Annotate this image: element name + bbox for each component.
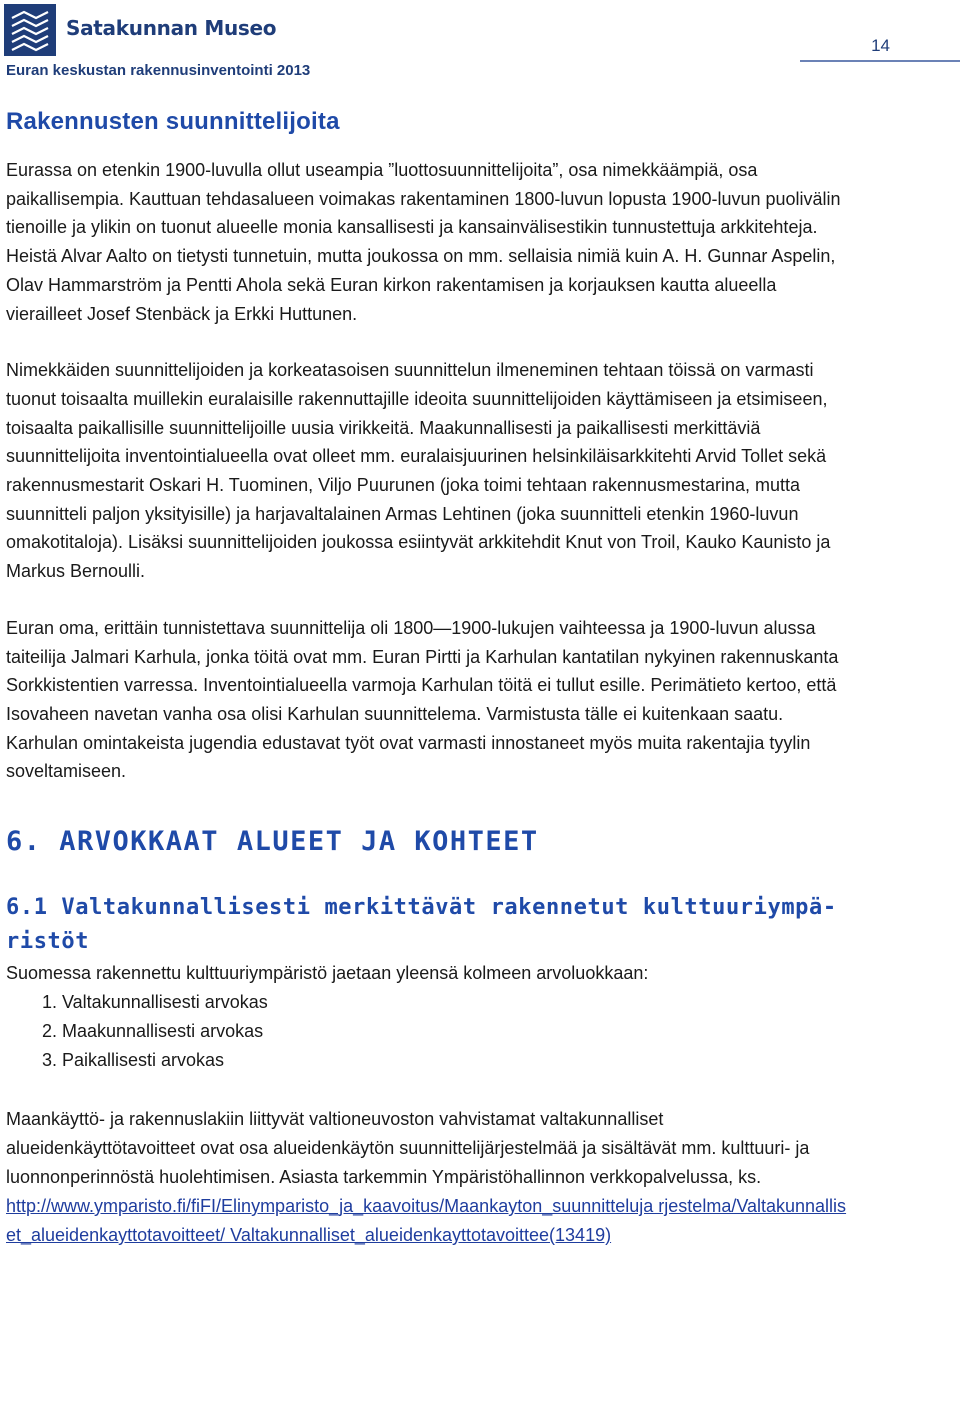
paragraph-2: Nimekkäiden suunnittelijoiden ja korkeatasoisen suunnittelun ilmeneminen tehtaan töissä on varmasti tuonut toisaalta muillekin euralaisille rakennuttajille ideoita suunnittelijoiden käyttämiseen ja etsimiseen, toisaalta paikallisille suunnittelijoille uusia virikkeitä. Maakunnallisesti ja paikallisesti merkittäviä suunnittelijoita inventointialueella ovat olleet mm. euralaisjuurinen helsinkiläisarkkitehti Arvid Tollet sekä rakennusmestarit Oskari H. Tuominen, Viljo Puurunen (joka toimi tehtaan rakennusmestarina, mutta suunnitteli paljon yksityisille) ja harjavaltalainen Armas Lehtinen (joka suunnitteli etenkin 1960-luvun omakotitaloja). Lisäksi suunnittelijoiden joukossa esiintyvät arkkitehdit Knut von Troil, Kauko Kaunisto ja Markus Bernoulli. (6, 360, 831, 582)
chapter-heading: 6. ARVOKKAAT ALUEET JA KOHTEET (6, 826, 539, 858)
list-item: 2. Maakunnallisesti arvokas (62, 1017, 856, 1046)
page-content (6, 108, 856, 1250)
page-number-box (800, 32, 960, 62)
value-class-list (6, 988, 856, 1075)
list-item: 1. Valtakunnallisesti arvokas (62, 988, 856, 1017)
list-item: 3. Paikallisesti arvokas (62, 1046, 856, 1075)
document-subtitle: Euran keskustan rakennusinventointi 2013 (6, 62, 311, 79)
classification-intro: Suomessa rakennettu kulttuuriympäristö jaetaan yleensä kolmeen arvoluokkaan: (6, 963, 649, 984)
ymparisto-link[interactable]: http://www.ymparisto.fi/fiFI/Elinymparisto_ja_kaavoitus/Maankayton_suunnitteluja rjestelma/Valtakunnalliset_alueidenkayttotavoitteet/ Valtakunnalliset_alueidenkayttotavoittee(13419) (6, 1196, 847, 1246)
paragraph-3: Euran oma, erittäin tunnistettava suunnittelija oli 1800—1900-lukujen vaihteessa ja 1900-luvun alussa taiteilija Jalmari Karhula, jonka töitä ovat mm. Euran Pirtti ja Karhulan kantatilan nykyinen rakennuskanta Sorkkistentien varressa. Inventointialueella varmoja Karhulan töitä ei tullut esille. Perimätieto kertoo, että Isovaheen navetan vanha osa olisi Karhulan suunnittelema. Varmistusta tälle ei kuitenkaan saatu. Karhulan omintakeista jugendia edustavat työt ovat varmasti innostaneet myös muita rakentajia tyylin soveltamiseen. (6, 617, 839, 782)
museum-name: Satakunnan Museo (66, 16, 277, 40)
land-use-paragraph: Maankäyttö- ja rakennuslakiin liittyvät valtioneuvoston vahvistamat valtakunnalliset alueidenkäyttötavoitteet ovat osa alueidenkäytön suunnittelijärjestelmää ja sisältävät mm. kulttuuri- ja luonnonperinnöstä huolehtimisen. Asiasta tarkemmin Ympäristöhallinnon verkkopalvelussa, ks. (6, 1109, 810, 1188)
paragraph-1: Eurassa on etenkin 1900-luvulla ollut useampia ”luottosuunnittelijoita”, osa nimekkäämpiä, osa paikallisempia. Kauttuan tehdasalueen voimakas rakentaminen 1800-luvun lopusta 1900-luvun puolivälin tienoille ja ylikin on tuonut alueelle monia kansallisesti ja kansainvälisestikin tunnustettuja arkkitehteja. Heistä Alvar Aalto on tietysti tunnetuin, mutta joukossa on mm. sellaisia nimiä kuin A. H. Gunnar Aspelin, Olav Hammarström ja Pentti Ahola sekä Euran kirkon rakentamisen ja korjauksen kautta alueella vierailleet Josef Stenbäck ja Erkki Huttunen. (6, 160, 841, 324)
page-header (0, 0, 960, 86)
subsection-heading: 6.1 Valtakunnallisesti merkittävät rakennetut kulttuuriympäristöt (6, 895, 837, 955)
page-number: 14 (871, 36, 890, 55)
logo-pattern-icon (4, 4, 56, 56)
section-heading-designers: Rakennusten suunnittelijoita (6, 108, 340, 135)
museum-logo (4, 4, 56, 56)
